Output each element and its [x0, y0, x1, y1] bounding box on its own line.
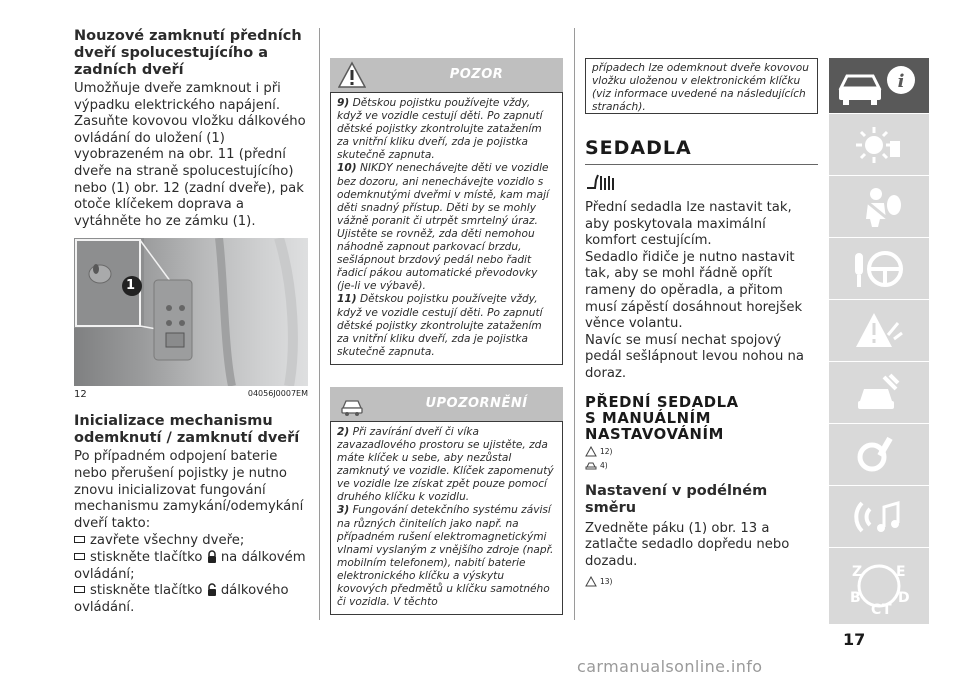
- safety-airbag-icon: [854, 185, 904, 229]
- bullet-square-icon: [74, 586, 85, 593]
- watermark: carmanualsonline.info: [577, 657, 763, 676]
- paragraph-procedure: Zasuňte kovovou vložku dálkového ovládání do uložení (1) vyobrazeném na obr. 11 (přední dveře na straně spolucestujícího) nebo (1) obr. 12 (zadní dveře), pak otoče klíčekem doprava a vytáhněte ho ze zámku (1).: [74, 114, 306, 229]
- page-number: 17: [843, 630, 866, 649]
- sidebar-item-emergency[interactable]: [829, 299, 929, 361]
- warning-triangle-icon: [854, 309, 904, 353]
- car-info-icon: [829, 58, 929, 113]
- warning-ref-icon: [585, 446, 597, 457]
- column-middle: [330, 58, 563, 615]
- sidebar-item-technical[interactable]: [829, 423, 929, 485]
- svg-text:T: T: [882, 602, 892, 616]
- column-divider: [574, 28, 575, 620]
- figure-number: 12: [74, 389, 87, 401]
- multimedia-icon: [854, 495, 904, 539]
- warning-box: [330, 92, 563, 365]
- list-item-press-lock: stiskněte tlačítko na dálkovém ovládání;: [74, 549, 306, 582]
- figure-code: 04056J0007EM: [247, 389, 308, 399]
- warning-item-10: 10) NIKDY nenechávejte děti ve vozidle bez dozoru, ani nenechávejte vozidlo s odemknutými dveřmi v místě, kam mají děti snadný přístup. Děti by se mohly vážně poranit či utrpět smrtelný úraz. Ujistěte se rovněž, zda děti nemohou náhodně zapnout parkovací brzdu, sešlápnout brzdový pedál nebo řadit řadicí pákou automatické převodovky (je-li ve výbavě).: [337, 162, 549, 293]
- sidebar-item-dashboard[interactable]: [829, 113, 929, 175]
- alphabetical-index-icon: [844, 556, 914, 616]
- subsection-title-manual-seats: PŘEDNÍ SEDADLA S MANUÁLNÍM NASTAVOVÁNÍM: [585, 393, 739, 443]
- list-item-close-doors: zavřete všechny dveře;: [74, 533, 308, 550]
- sidebar-item-maintenance[interactable]: [829, 361, 929, 423]
- svg-text:B: B: [850, 590, 861, 606]
- column-right: [585, 58, 818, 588]
- paragraph-intro: Umožňuje dveře zamknout i při výpadku elektrického napájení.: [74, 81, 281, 113]
- door-lock-illustration: [74, 238, 308, 386]
- service-icon: [854, 433, 904, 477]
- paragraph-seats-intro: Přední sedadla lze nastavit tak, aby poskytovala maximální komfort cestujícím.: [585, 200, 792, 249]
- caution-header: [330, 387, 563, 421]
- warning-header: [330, 58, 563, 92]
- steering-key-icon: [849, 247, 909, 291]
- warning-ref-icon: [585, 576, 597, 587]
- heading-longitudinal-adjustment: Nastavení v podélném směru: [585, 482, 768, 516]
- figure-caption: [74, 389, 308, 400]
- warning-title: POZOR: [449, 67, 504, 82]
- sidebar-tab-active[interactable]: [829, 58, 929, 113]
- warning-triangle-icon: [338, 61, 366, 89]
- caution-box: [330, 421, 563, 615]
- caution-item-2: 2) Při zavírání dveří či víka zavazadlového prostoru se ujistěte, zda máte klíček u sebe, aby nezůstal zamknutý ve vozidle. Klíček zapomenutý ve vozidle lze získat zpět pouze pomocí druhého klíčku k vozidlu.: [337, 425, 554, 504]
- caution-continued-box: případech lze odemknout dveře kovovou vložku uloženou v elektronickém klíčku (viz informace uvedené na následujících stranách).: [585, 58, 818, 114]
- sidebar-item-multimedia[interactable]: [829, 485, 929, 547]
- reference-caution: 4): [585, 459, 818, 473]
- svg-text:E: E: [896, 564, 906, 580]
- svg-text:Z: Z: [852, 564, 863, 580]
- bullet-square-icon: [74, 553, 85, 560]
- caution-ref-icon: [585, 460, 597, 471]
- warning-item-11: 11) Dětskou pojistku používejte vždy, když ve vozidle cestují děti. Po zapnutí dětské pojistky zkontrolujte zatažením za vnitřní kliku dveří, zda je pojistka skutečně zapnuta.: [337, 293, 543, 358]
- list-item-press-unlock: stiskněte tlačítko dálkového ovládání.: [74, 583, 289, 615]
- emergency-tools-icon: [854, 371, 904, 415]
- lock-icon: [207, 550, 217, 563]
- figure-door-lock: [74, 238, 308, 386]
- callout-number: 1: [126, 278, 136, 294]
- sidebar-item-starting[interactable]: [829, 237, 929, 299]
- section-title-seats: SEDADLA: [585, 137, 692, 159]
- chapter-sidebar: [829, 58, 929, 624]
- reference-warning-13: 13): [585, 574, 818, 588]
- paragraph-longitudinal-adjustment: Zvedněte páku (1) obr. 13 a zatlačte sedadlo dopředu nebo dozadu.: [585, 520, 790, 569]
- heading-initialization: Inicializace mechanismu odemknutí / zamknutí dveří: [74, 413, 300, 447]
- warning-item-9: 9) Dětskou pojistku používejte vždy, když ve vozidle cestují děti. Po zapnutí dětské pojistky zkontrolujte zatažením za vnitřní kliku dveří, zda je pojistka skutečně zapnuta.: [337, 97, 543, 162]
- car-caution-icon: [338, 390, 366, 418]
- svg-text:C: C: [871, 602, 882, 616]
- reference-warning: 12): [585, 445, 818, 459]
- caution-title: UPOZORNĚNÍ: [425, 395, 528, 411]
- unlock-icon: [207, 583, 217, 596]
- column-left: [74, 28, 308, 616]
- sidebar-item-safety[interactable]: [829, 175, 929, 237]
- svg-text:i: i: [897, 71, 905, 92]
- seat-adjust-icon: [585, 174, 625, 192]
- sidebar-item-index[interactable]: [829, 547, 929, 624]
- heading-emergency-locking: Nouzové zamknutí předních dveří spolucestujícího a zadních dveří: [74, 28, 302, 78]
- section-rule: [585, 164, 818, 165]
- bullet-square-icon: [74, 536, 85, 543]
- paragraph-initialization: Po případném odpojení baterie nebo přerušení pojistky je nutno znovu inicializovat fungování mechanismu zamykání/odemykání dveří takto:: [74, 449, 304, 531]
- column-divider: [319, 28, 320, 620]
- paragraph-clutch-pedal: Navíc se musí nechat spojový pedál sešlápnout levou nohou na doraz.: [585, 332, 804, 381]
- dashboard-lights-icon: [854, 123, 904, 167]
- paragraph-driver-seat: Sedadlo řidiče je nutno nastavit tak, aby se mohl řádně opřít rameny do opěradla, a přitom musí zápěstí dosáhnout horejšek věnce volantu.: [585, 249, 803, 332]
- caution-item-3: 3) Fungování detekčního systému závisí na různých činitelích jako např. na případném rušení elektromagnetickými vlnami vyslaným z vnějšího zdroje (např. mobilním telefonem), nabití baterie elektronického klíčku a výskytu kovových předmětů u klíčku samotného či vozidla. V těchto: [337, 504, 554, 609]
- svg-text:D: D: [898, 590, 910, 606]
